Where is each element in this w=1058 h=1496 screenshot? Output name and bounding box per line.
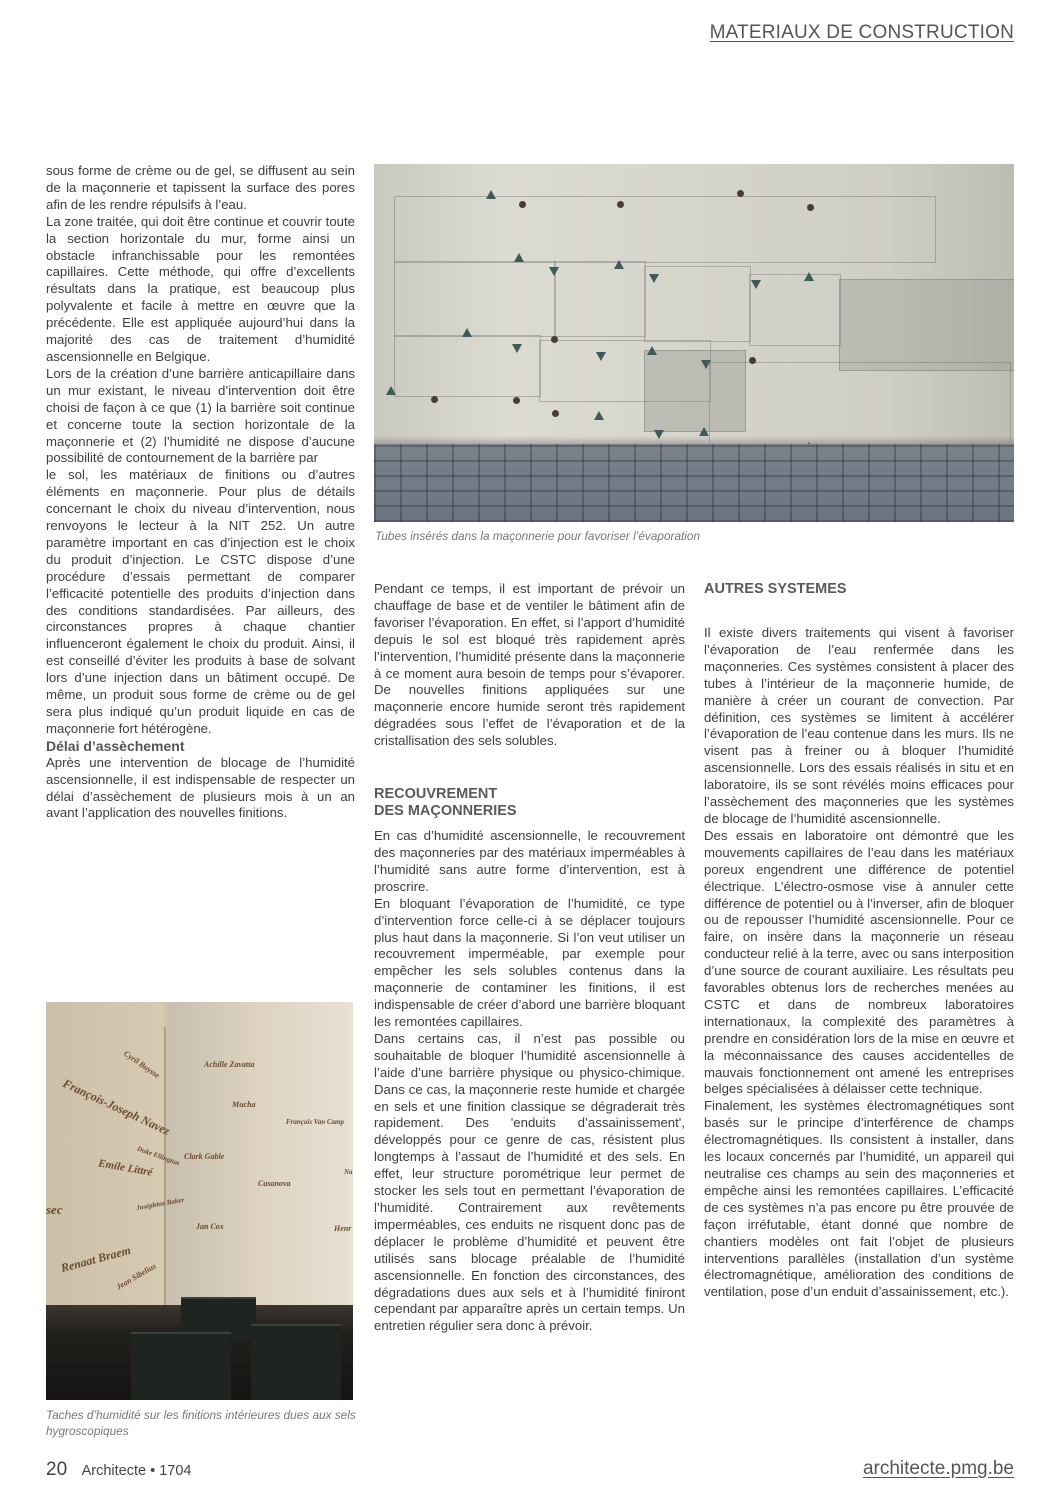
- wall-name: Renaat Braem: [59, 1242, 133, 1276]
- wall-name: François-Joseph Navez: [60, 1076, 173, 1138]
- paragraph: Dans certains cas, il n’est pas possible ou souhaitable de bloquer l’humidité ascensionnelle à l’aide d’une barrière physique ou physico-chimique. Dans ce cas, la maçonnerie reste humide et chargée en sels et une finition classique se dégraderait très rapidement. Des 'enduits d’assainissement', développés pour ce genre de cas, résistent plus longtemps à l’assaut de l’humidité et des sels. En effet, leur structure porométrique leur permet de stocker les sels tout en permettant l’évaporation de l’humidité. Contrairement aux revêtements imperméables, ces enduits ne risquent donc pas de déplacer le problème d’humidité et peuvent être utilisés sans blocage préalable de l’humidité ascensionnelle. En fonction des circonstances, des dégradations dues aux sels et à l’humidité finiront cependant par apparaître après un certain temps. Un entretien régulier sera donc à prévoir.: [374, 1030, 685, 1334]
- website-link[interactable]: architecte.pmg.be: [862, 1458, 1014, 1479]
- paragraph: En cas d’humidité ascensionnelle, le recouvrement des maçonneries par des matériaux imperméables à l’humidité sans autre forme d’intervention, est à proscrire.: [374, 828, 685, 894]
- paragraph: le sol, les matériaux de finitions ou d’autres éléments en maçonnerie. Pour plus de détails concernant le choix du niveau d’intervention, nous renvoyons le lecteur à la NIT 252. Un autre paramètre important en cas d’injection est le choix du produit d’injection. Le CSTC dispose d’une procédure d’essais permettant de comparer l’efficacité potentielle des produits d’injection dans des conditions standardisées. Par ailleurs, des circonstances propres à chaque chantier influenceront également le choix du produit. Ainsi, il est conseillé d’éviter les produits à base de solvant lors d’une injection dans un bâtiment occupé. De même, un produit sous forme de crème ou de gel sera plus indiqué qu’un produit liquide en cas de maçonnerie fort hétérogène.: [46, 467, 355, 736]
- paragraph: Pendant ce temps, il est important de prévoir un chauffage de base et de ventiler le bâtiment afin de favoriser l’évaporation. En effet, si l’apport d’humidité depuis le sol est bloqué très rapidement après l’intervention, l’humidité présente dans la maçonnerie à ce moment aura besoin de temps pour s’évaporer. De nouvelles finitions appliquées sur une maçonnerie encore humide seront très rapidement dégradées sous l’effet de l’évaporation et de la cristallisation des sels solubles.: [374, 581, 685, 749]
- wall-name: Na: [344, 1168, 353, 1176]
- wall-name: sec: [46, 1202, 63, 1217]
- section-heading-line: DES MAÇONNERIES: [374, 803, 517, 820]
- paragraph: La zone traitée, qui doit être continue et couvrir toute la section horizontale du mur, forme ainsi un obstacle infranchissable pour les remontées capillaires. Cette méthode, qui offre d’excellents résultats dans la pratique, est beaucoup plus polyvalente et facile à mettre en œuvre que la précédente. Elle est appliquée aujourd’hui dans la majorité des cas de traitement d’humidité ascensionnelle en Belgique.: [46, 213, 355, 364]
- wall-corner: [164, 1027, 166, 1327]
- section-heading-line: RECOUVREMENT: [374, 786, 498, 803]
- wall-name: Jean Sibelius: [114, 1261, 158, 1292]
- wall-name: Cyril Buysse: [122, 1048, 162, 1081]
- paragraph: En bloquant l’évaporation de l’humidité, ce type d’intervention force celle-ci à se déplacer toujours plus haut dans la maçonnerie. Si l’on veut utiliser un recouvrement imperméable, par exemple pour empêcher les sels solubles contenus dans la maçonnerie de contaminer les finitions, il est indispensable de créer d’abord une barrière bloquant les remontées capillaires.: [374, 895, 685, 1030]
- wall-name: Clark Gable: [184, 1152, 225, 1161]
- wall-name: Casanova: [258, 1179, 291, 1188]
- right-column: [704, 581, 1014, 1301]
- paragraph: Finalement, les systèmes électromagnétiques sont basés sur le principe d’interférence de champs électromagnétiques. Ils consistent à installer, dans les locaux concernés par l’humidité, un appareil qui neutralise ces champs au sein des maçonneries et empêche ainsi les remontées capillaires. L’efficacité de ces systèmes n’a pas encore pu être prouvée de façon irréfutable, étant donné que nombre de chantiers modèles ont fait l’objet de plusieurs interventions parallèles (installation d’un système électromagnétique, amélioration des conditions de ventilation, pose d’un enduit d’assainissement, etc.).: [704, 1098, 1014, 1300]
- paragraph: Il existe divers traitements qui visent à favoriser l’évaporation de l’eau renfermée dans les maçonneries. Ces systèmes consistent à placer des tubes à l’intérieur de la maçonnerie humide, de manière à créer un courant de convection. Par définition, ces systèmes se limitent à accélérer l’évaporation de l’eau contenue dans les murs. Ils ne visent pas à freiner ou à bloquer l’humidité ascensionnelle. Lors des essais réalisés in situ et en laboratoire, ils se sont révélés moins efficaces pour l’assèchement des maçonneries que les systèmes de blocage de l’humidité ascensionnelle.: [704, 625, 1014, 826]
- paragraph: Après une intervention de blocage de l’humidité ascensionnelle, il est indispensable de respecter un délai d’assèchement de plusieurs mois à un an avant l’application des nouvelles finitions.: [46, 754, 355, 821]
- wall-name: Jan Cox: [196, 1222, 224, 1231]
- black-box: [131, 1332, 231, 1400]
- black-box: [251, 1324, 341, 1400]
- subheading-delai-assechement: Délai d’assèchement: [46, 737, 185, 754]
- wall-with-tubes-photo: [374, 164, 1014, 522]
- wall-name: Henr: [334, 1224, 352, 1233]
- paragraph: Lors de la création d’une barrière anticapillaire dans un mur existant, le niveau d’intervention doit être choisi de façon à ce que (1) la barrière soit continue et concerne toute la section horizontale de la maçonnerie et (2) l’humidité ne dispose d’aucune possibilité de contournement de la barrière par: [46, 365, 355, 466]
- section-heading-autres-systemes: AUTRES SYSTEMES: [704, 581, 847, 597]
- section-heading-recouvrement: [374, 786, 685, 820]
- humid-room-photo: [46, 1002, 353, 1400]
- wall-name: François Van Camp: [286, 1118, 344, 1126]
- wall-name: Achille Zavatta: [204, 1060, 255, 1069]
- page-number: 20: [46, 1459, 68, 1480]
- wall-name: Joséphine Baker: [135, 1195, 185, 1213]
- room-photo-caption: Taches d’humidité sur les finitions intérieures dues aux sels hygroscopiques: [46, 1408, 356, 1438]
- wall-name: Mucha: [232, 1100, 256, 1109]
- middle-column: [374, 581, 685, 1335]
- wall-name: Emile Littré: [97, 1157, 154, 1179]
- header-section-title: MATERIAUX DE CONSTRUCTION: [709, 22, 1014, 43]
- magazine-issue: Architecte • 1704: [81, 1463, 192, 1479]
- footer-left: [46, 1459, 191, 1481]
- wall-photo-caption: Tubes insérés dans la maçonnerie pour favoriser l’évaporation: [375, 529, 701, 543]
- wall-name: Duke Ellington: [135, 1144, 181, 1168]
- left-column: [46, 163, 355, 822]
- cobblestone-pavement: [374, 444, 1014, 522]
- paragraph: sous forme de crème ou de gel, se diffusent au sein de la maçonnerie et tapissent la surface des pores afin de les rendre répulsifs à l’eau.: [46, 163, 355, 212]
- paragraph: Des essais en laboratoire ont démontré que les mouvements capillaires de l’eau dans les matériaux poreux engendrent une différence de potentiel électrique. L’électro-osmose vise à annuler cette différence de potentiel ou à l’inverser, afin de bloquer ou de repousser l’humidité ascensionnelle. Pour ce faire, on insère dans la maçonnerie un réseau conducteur relié à la terre, avec ou sans interposition d’une source de courant auxiliaire. Les résultats peu favorables obtenus lors de recherches menées au CSTC et dans de nombreux laboratoires internationaux, la complexité des paramètres à prendre en considération lors de la mise en œuvre et la méconnaissance des causes accidentelles de mauvais fonctionnement ont amené les entreprises belges spécialisées à délaisser cette technique.: [704, 827, 1014, 1097]
